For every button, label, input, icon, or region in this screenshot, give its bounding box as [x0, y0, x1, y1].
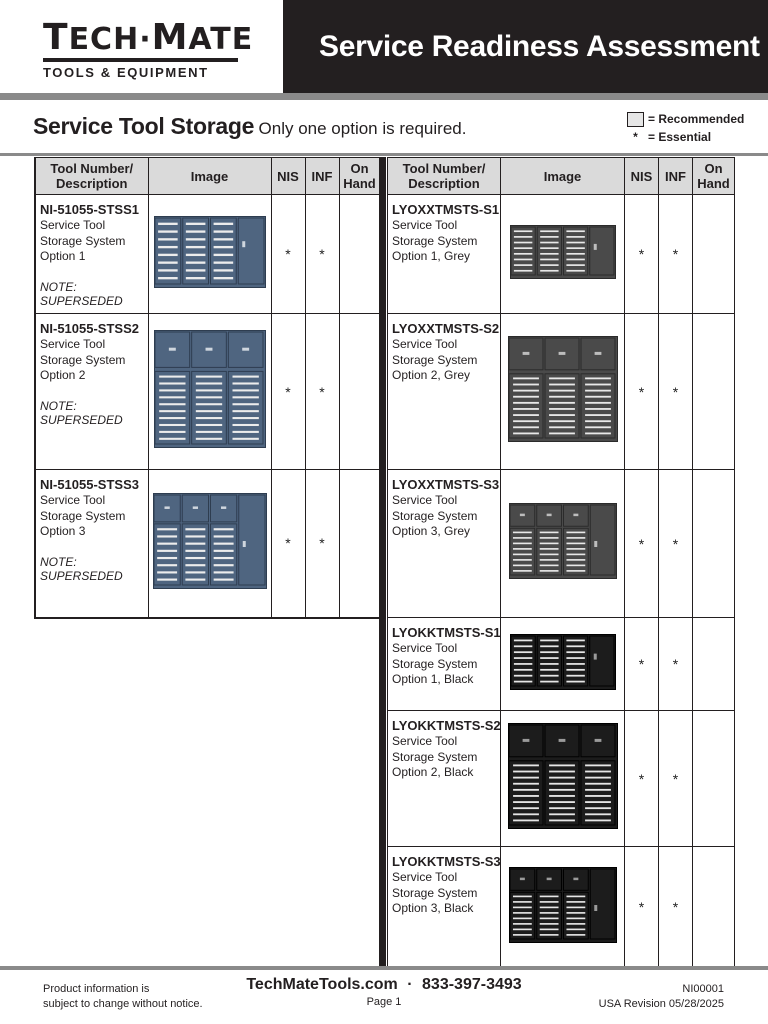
- tool-description-cell: [388, 618, 501, 711]
- phone-number[interactable]: 833-397-3493: [422, 976, 522, 993]
- nis-mark: *: [625, 470, 659, 618]
- cabinet-image: [508, 336, 618, 447]
- table-row: [388, 314, 735, 470]
- website-link[interactable]: TechMateTools.com: [246, 976, 398, 993]
- on-hand-cell[interactable]: [693, 195, 735, 314]
- col-inf: INF: [305, 158, 339, 195]
- document-id: NI00001: [682, 983, 724, 995]
- inf-mark: *: [659, 470, 693, 618]
- cabinet-image: [510, 225, 616, 284]
- superseded-note: NOTE: SUPERSEDED: [40, 554, 123, 583]
- section-divider: [0, 153, 768, 156]
- product-image-cell: [148, 470, 271, 618]
- table-row: [388, 618, 735, 711]
- inf-mark: *: [659, 618, 693, 711]
- table-header-row: [388, 158, 735, 195]
- tool-description: Service Tool Storage System Option 1, Black: [392, 641, 478, 686]
- product-image-cell: [148, 314, 271, 470]
- section-note: Only one option is required.: [258, 119, 467, 138]
- product-image-cell: [148, 195, 271, 314]
- tool-description-cell: [388, 314, 501, 470]
- table-row: [35, 195, 380, 314]
- title-band: [283, 0, 768, 93]
- legend: [627, 110, 744, 146]
- product-image-cell: [501, 847, 625, 968]
- tool-description: Service Tool Storage System Option 1: [40, 218, 126, 263]
- inf-mark: *: [659, 847, 693, 968]
- tool-description: Service Tool Storage System Option 2: [40, 337, 126, 382]
- revision-date: USA Revision 05/28/2025: [598, 997, 724, 1010]
- inf-mark: *: [659, 314, 693, 470]
- footer-disclaimer: Product information is subject to change without notice.: [43, 983, 203, 1010]
- superseded-note: NOTE: SUPERSEDED: [40, 398, 123, 427]
- table-row: [388, 195, 735, 314]
- on-hand-cell[interactable]: [339, 314, 380, 470]
- column-divider: [379, 157, 386, 967]
- nis-mark: *: [271, 195, 305, 314]
- tool-description: Service Tool Storage System Option 2, Black: [392, 734, 478, 779]
- product-image-cell: [501, 618, 625, 711]
- logo-rule: [43, 58, 238, 62]
- legend-recommended: = Recommended: [627, 110, 744, 128]
- nis-mark: *: [271, 314, 305, 470]
- col-on-hand: On Hand: [339, 158, 380, 195]
- product-image-cell: [501, 711, 625, 847]
- page-header: [0, 0, 768, 93]
- inf-mark: *: [305, 195, 339, 314]
- logo-tagline: TOOLS & EQUIPMENT: [43, 65, 209, 80]
- page-number: Page 1: [366, 996, 402, 1008]
- techmate-logo: [43, 17, 254, 80]
- col-on-hand: On Hand: [693, 158, 735, 195]
- nis-mark: *: [625, 314, 659, 470]
- cabinet-image: [153, 493, 267, 594]
- tool-description-cell: [35, 470, 148, 618]
- recommended-swatch: [627, 112, 644, 127]
- col-image: Image: [501, 158, 625, 195]
- col-tool-number: Tool Number/ Description: [35, 158, 148, 195]
- tool-number: LYOXXTMSTS-S1: [392, 202, 500, 217]
- col-tool-number: Tool Number/ Description: [388, 158, 501, 195]
- inf-mark: *: [659, 195, 693, 314]
- tool-description: Service Tool Storage System Option 1, Grey: [392, 218, 478, 263]
- tool-number: LYOKKTMSTS-S2: [392, 718, 501, 733]
- tool-number: NI-51055-STSS1: [40, 202, 139, 217]
- tool-description-cell: [388, 470, 501, 618]
- tool-description-cell: [388, 847, 501, 968]
- tool-number: LYOXXTMSTS-S3: [392, 477, 500, 492]
- tool-description: Service Tool Storage System Option 3: [40, 493, 126, 538]
- cabinet-image: [509, 503, 617, 584]
- nis-mark: *: [625, 195, 659, 314]
- on-hand-cell[interactable]: [693, 711, 735, 847]
- tool-number: LYOKKTMSTS-S1: [392, 625, 501, 640]
- inf-mark: *: [659, 711, 693, 847]
- on-hand-cell[interactable]: [693, 618, 735, 711]
- cabinet-image: [508, 723, 618, 834]
- col-inf: INF: [659, 158, 693, 195]
- on-hand-cell[interactable]: [693, 470, 735, 618]
- header-divider: [0, 93, 768, 100]
- col-nis: NIS: [625, 158, 659, 195]
- cabinet-image: [509, 867, 617, 948]
- col-nis: NIS: [271, 158, 305, 195]
- product-image-cell: [501, 470, 625, 618]
- product-image-cell: [501, 195, 625, 314]
- footer-revision: [599, 982, 724, 1011]
- tool-description-cell: [388, 195, 501, 314]
- tool-description-cell: [35, 314, 148, 470]
- tool-number: NI-51055-STSS2: [40, 321, 139, 336]
- cabinet-image: [154, 216, 266, 293]
- separator-dot: ·: [407, 976, 413, 993]
- inf-mark: *: [305, 470, 339, 618]
- cabinet-image: [510, 634, 616, 695]
- on-hand-cell[interactable]: [339, 195, 380, 314]
- table-row: [388, 711, 735, 847]
- tool-table-left: [34, 157, 381, 619]
- page-title: Service Readiness Assessment: [319, 30, 760, 63]
- col-image: Image: [148, 158, 271, 195]
- tool-number: LYOKKTMSTS-S3: [392, 854, 501, 869]
- superseded-note: NOTE: SUPERSEDED: [40, 279, 123, 308]
- tool-table-right: [387, 157, 735, 968]
- nis-mark: *: [271, 470, 305, 618]
- table-row: [388, 847, 735, 968]
- inf-mark: *: [305, 314, 339, 470]
- on-hand-cell[interactable]: [693, 314, 735, 470]
- footer-divider: [0, 966, 768, 970]
- on-hand-cell[interactable]: [693, 847, 735, 968]
- tool-description: Service Tool Storage System Option 3, Grey: [392, 493, 478, 538]
- section-heading: [33, 113, 466, 140]
- essential-symbol: *: [633, 130, 638, 144]
- tool-number: NI-51055-STSS3: [40, 477, 139, 492]
- tool-description: Service Tool Storage System Option 3, Black: [392, 870, 478, 915]
- section-title: Service Tool Storage: [33, 113, 255, 139]
- nis-mark: *: [625, 847, 659, 968]
- product-image-cell: [501, 314, 625, 470]
- nis-mark: *: [625, 711, 659, 847]
- tool-description-cell: [35, 195, 148, 314]
- tool-number: LYOXXTMSTS-S2: [392, 321, 500, 336]
- tool-description: Service Tool Storage System Option 2, Grey: [392, 337, 478, 382]
- nis-mark: *: [625, 618, 659, 711]
- table-row: [388, 470, 735, 618]
- cabinet-image: [154, 330, 266, 453]
- legend-essential: * = Essential: [627, 128, 744, 146]
- on-hand-cell[interactable]: [339, 470, 380, 618]
- table-row: [35, 470, 380, 618]
- logo-wordmark: TECH·MATE: [43, 17, 254, 58]
- table-row: [35, 314, 380, 470]
- table-header-row: [35, 158, 380, 195]
- tool-description-cell: [388, 711, 501, 847]
